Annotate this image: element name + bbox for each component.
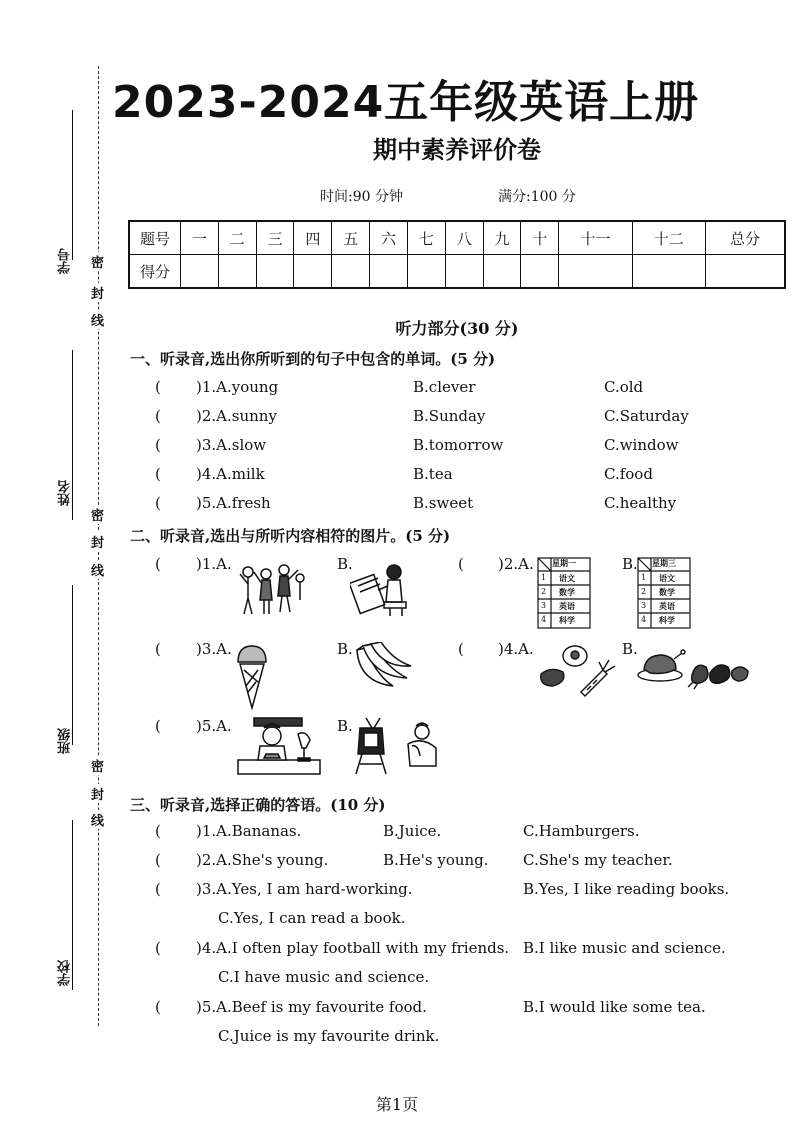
seal-char: 线 bbox=[91, 560, 104, 579]
answer-bracket[interactable]: ( bbox=[155, 939, 161, 957]
schedule-b-subject: 英语 bbox=[659, 601, 675, 611]
option-c: C.window bbox=[604, 436, 679, 454]
schedule-a-num: 3 bbox=[541, 601, 547, 610]
table-cell: 一 bbox=[181, 221, 219, 255]
table-cell: 得分 bbox=[129, 255, 181, 289]
student-studying-image bbox=[236, 716, 322, 778]
table-cell: 三 bbox=[256, 221, 294, 255]
table-cell: 十一 bbox=[559, 221, 632, 255]
score-cell[interactable] bbox=[181, 255, 219, 289]
full-score: 满分:100 分 bbox=[498, 189, 576, 205]
option-b: B.I would like some tea. bbox=[523, 998, 706, 1016]
option-a: )2.A.sunny bbox=[196, 407, 277, 425]
answer-bracket[interactable]: ( bbox=[155, 851, 161, 869]
option-a: )5.A.fresh bbox=[196, 494, 271, 512]
student-id-label: 学号 bbox=[58, 248, 73, 274]
schedule-b-num: 3 bbox=[641, 601, 647, 610]
answer-bracket[interactable]: ( bbox=[155, 998, 161, 1016]
option-a: )5.A. bbox=[196, 717, 232, 735]
option-c: C.healthy bbox=[604, 494, 677, 512]
ice-cream-image bbox=[234, 640, 270, 710]
schedule-a-num: 2 bbox=[541, 587, 547, 596]
option-a: )2.A.She's young. bbox=[196, 851, 329, 869]
option-c: C.I have music and science. bbox=[218, 968, 430, 986]
schedule-a-num: 1 bbox=[541, 573, 547, 582]
table-cell: 总分 bbox=[706, 221, 786, 255]
option-b: B.tomorrow bbox=[413, 436, 504, 454]
class-line bbox=[72, 585, 73, 745]
answer-bracket[interactable]: ( bbox=[155, 407, 161, 425]
school-label: 学校 bbox=[58, 960, 73, 986]
option-c: C.Saturday bbox=[604, 407, 689, 425]
answer-bracket[interactable]: ( bbox=[155, 822, 161, 840]
answer-bracket[interactable]: ( bbox=[458, 640, 464, 658]
part2-title: 二、听录音,选出与所听内容相符的图片。(5 分) bbox=[130, 527, 451, 545]
seal-char: 线 bbox=[91, 310, 104, 329]
watching-tv-image bbox=[352, 716, 442, 778]
piano-player-image bbox=[350, 560, 412, 618]
table-cell: 十二 bbox=[632, 221, 705, 255]
schedule-a-subject: 语文 bbox=[559, 573, 575, 583]
option-b: B. bbox=[622, 555, 638, 573]
answer-bracket[interactable]: ( bbox=[155, 494, 161, 512]
schedule-b-subject: 数学 bbox=[659, 587, 675, 597]
score-cell[interactable] bbox=[632, 255, 705, 289]
answer-bracket[interactable]: ( bbox=[155, 717, 161, 735]
option-a: )1.A.Bananas. bbox=[196, 822, 302, 840]
option-b: B.I like music and science. bbox=[523, 939, 726, 957]
option-a: )2.A. bbox=[498, 555, 534, 573]
option-b: B.sweet bbox=[413, 494, 474, 512]
option-a: )3.A. bbox=[196, 640, 232, 658]
option-a: )1.A. bbox=[196, 555, 232, 573]
listening-section-header: 听力部分(30 分) bbox=[395, 319, 519, 338]
page-subtitle: 期中素养评价卷 bbox=[373, 135, 541, 164]
table-cell: 七 bbox=[407, 221, 445, 255]
score-cell[interactable] bbox=[256, 255, 294, 289]
answer-bracket[interactable]: ( bbox=[155, 436, 161, 454]
score-table bbox=[128, 220, 786, 289]
schedule-b-num: 2 bbox=[641, 587, 647, 596]
bananas-image bbox=[353, 642, 415, 692]
page-number: 第1页 bbox=[375, 1095, 419, 1114]
option-a: )3.A.Yes, I am hard-working. bbox=[196, 880, 413, 898]
schedule-b-head: 星期三 bbox=[652, 558, 676, 568]
table-row bbox=[129, 255, 785, 289]
schedule-a-head: 星期一 bbox=[552, 558, 576, 568]
table-cell: 五 bbox=[332, 221, 370, 255]
option-b: B. bbox=[337, 717, 353, 735]
option-c: C.Yes, I can read a book. bbox=[218, 909, 406, 927]
table-cell: 九 bbox=[483, 221, 521, 255]
option-b: B.He's young. bbox=[383, 851, 489, 869]
table-cell: 十 bbox=[521, 221, 559, 255]
table-cell: 八 bbox=[445, 221, 483, 255]
table-cell: 题号 bbox=[129, 221, 181, 255]
score-cell[interactable] bbox=[445, 255, 483, 289]
score-cell[interactable] bbox=[407, 255, 445, 289]
option-a: )5.A.Beef is my favourite food. bbox=[196, 998, 427, 1016]
schedule-b-subject: 科学 bbox=[659, 615, 675, 625]
option-c: C.food bbox=[604, 465, 653, 483]
option-c: C.old bbox=[604, 378, 644, 396]
class-label: 班级 bbox=[58, 728, 73, 754]
option-b: B.tea bbox=[413, 465, 453, 483]
score-cell[interactable] bbox=[483, 255, 521, 289]
option-b: B. bbox=[622, 640, 638, 658]
page-title: 2023-2024五年级英语上册 bbox=[112, 77, 700, 128]
seal-char: 密 bbox=[91, 252, 104, 271]
option-c: C.She's my teacher. bbox=[523, 851, 673, 869]
part1-title: 一、听录音,选出你所听到的句子中包含的单词。(5 分) bbox=[130, 350, 496, 368]
schedule-b-subject: 语文 bbox=[659, 573, 675, 583]
option-a: )1.A.young bbox=[196, 378, 279, 396]
score-cell[interactable] bbox=[332, 255, 370, 289]
answer-bracket[interactable]: ( bbox=[155, 465, 161, 483]
seal-char: 线 bbox=[91, 810, 104, 829]
schedule-a-num: 4 bbox=[541, 615, 547, 624]
dancing-children-image bbox=[236, 560, 306, 618]
schedule-b-num: 4 bbox=[641, 615, 647, 624]
schedule-a-subject: 英语 bbox=[559, 601, 575, 611]
option-b: B.Sunday bbox=[413, 407, 486, 425]
option-a: )4.A.I often play football with my friends. bbox=[196, 939, 510, 957]
table-cell: 二 bbox=[218, 221, 256, 255]
option-b: B. bbox=[337, 555, 353, 573]
option-b: B.Yes, I like reading books. bbox=[523, 880, 730, 898]
meat-and-vegetables-image bbox=[537, 642, 617, 700]
option-a: )3.A.slow bbox=[196, 436, 267, 454]
option-b: B.clever bbox=[413, 378, 476, 396]
seal-char: 封 bbox=[91, 283, 104, 302]
score-cell[interactable] bbox=[559, 255, 632, 289]
score-cell[interactable] bbox=[294, 255, 332, 289]
option-a: )4.A.milk bbox=[196, 465, 265, 483]
score-cell[interactable] bbox=[218, 255, 256, 289]
exam-time: 时间:90 分钟 bbox=[320, 189, 403, 205]
schedule-a-subject: 科学 bbox=[559, 615, 575, 625]
option-c: C.Hamburgers. bbox=[523, 822, 640, 840]
answer-bracket[interactable]: ( bbox=[155, 555, 161, 573]
table-row bbox=[129, 221, 785, 255]
answer-bracket[interactable]: ( bbox=[155, 640, 161, 658]
answer-bracket[interactable]: ( bbox=[155, 378, 161, 396]
part3-title: 三、听录音,选择正确的答语。(10 分) bbox=[130, 796, 386, 814]
schedule-a-subject: 数学 bbox=[559, 587, 575, 597]
seal-char: 封 bbox=[91, 532, 104, 551]
schedule-b-num: 1 bbox=[641, 573, 647, 582]
score-cell[interactable] bbox=[370, 255, 408, 289]
score-cell[interactable] bbox=[706, 255, 786, 289]
answer-bracket[interactable]: ( bbox=[458, 555, 464, 573]
option-b: B.Juice. bbox=[383, 822, 442, 840]
table-cell: 四 bbox=[294, 221, 332, 255]
option-c: C.Juice is my favourite drink. bbox=[218, 1027, 440, 1045]
name-label: 姓名 bbox=[58, 480, 73, 506]
seal-char: 密 bbox=[91, 505, 104, 524]
table-cell: 六 bbox=[370, 221, 408, 255]
option-b: B. bbox=[337, 640, 353, 658]
seal-char: 封 bbox=[91, 784, 104, 803]
chicken-and-vegetables-image bbox=[636, 645, 752, 693]
answer-bracket[interactable]: ( bbox=[155, 880, 161, 898]
score-cell[interactable] bbox=[521, 255, 559, 289]
option-a: )4.A. bbox=[498, 640, 534, 658]
seal-char: 密 bbox=[91, 756, 104, 775]
